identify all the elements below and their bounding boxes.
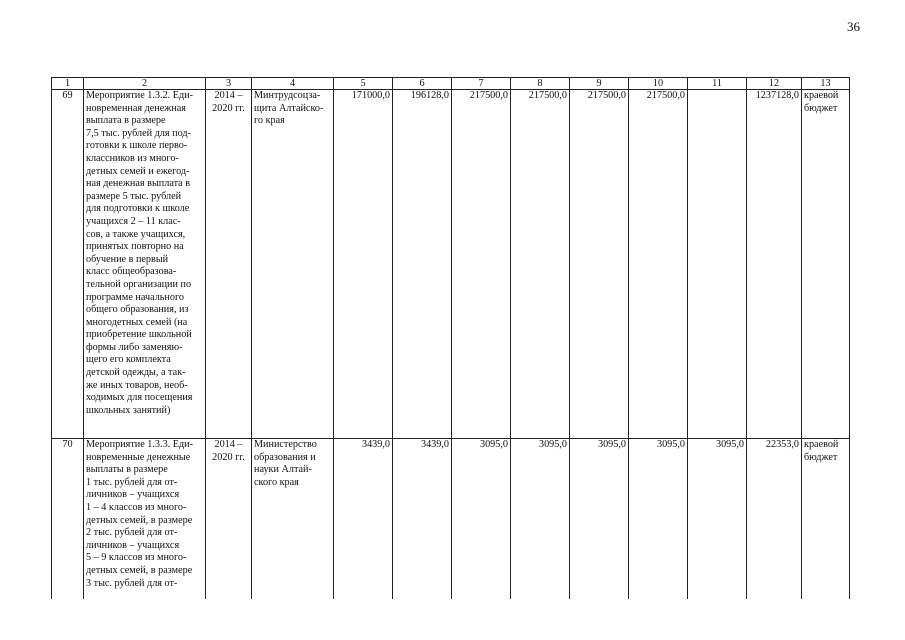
period-line: 2014 – [214,90,243,101]
budget-table [51,77,850,599]
description-line: обучение в первый [86,253,169,265]
column-header: 7 [452,78,511,90]
period-line: 2020 гг. [212,451,245,463]
column-header: 8 [511,78,570,90]
column-number-row [52,78,850,90]
funding-value: 3095,0 [511,439,570,600]
page-number: 36 [847,19,860,34]
measure-description [84,90,206,439]
funding-total: 1237128,0 [747,90,802,439]
executor-line: щита Алтайско- [254,102,324,114]
description-line: готовки к школе перво- [86,140,188,152]
funding-value: 217500,0 [511,90,570,439]
table-row [52,90,850,439]
implementation-period [206,439,252,600]
description-line: детных семей, в размере [86,514,193,526]
column-header: 13 [802,78,850,90]
description-line: новременная денежная [86,102,186,114]
description-line: многодетных семей (на [86,316,188,328]
column-header: 11 [688,78,747,90]
description-line: личников – учащихся [86,539,180,551]
period-line: 2014 – [214,439,243,450]
description-line: щего его комплекта [86,354,171,366]
executor-line: го края [254,115,285,127]
measure-description [84,439,206,600]
description-line: приобретение школьной [86,329,192,341]
description-line: размере 5 тыс. рублей [86,190,182,202]
description-line: школьных занятий) [86,404,171,416]
executor-line: науки Алтай- [254,464,312,476]
description-line: ная денежная выплата в [86,178,191,190]
table-row [52,439,850,600]
description-line: 1 – 4 классов из много- [86,501,187,513]
funding-value: 217500,0 [570,90,629,439]
column-header: 9 [570,78,629,90]
source-line: краевой [804,90,839,101]
description-line: детской одежды, а так- [86,367,186,379]
funding-value: 3439,0 [393,439,452,600]
funding-source [802,439,850,600]
executor-line: ского края [254,476,299,488]
description-line: класс общеобразова- [86,266,177,278]
funding-value: 3439,0 [334,439,393,600]
description-line: 5 – 9 классов из много- [86,552,187,564]
description-line: общего образования, из [86,304,189,316]
funding-total: 22353,0 [747,439,802,600]
description-line: тельной организации по [86,278,192,290]
funding-value: 217500,0 [629,90,688,439]
column-header: 5 [334,78,393,90]
column-header: 6 [393,78,452,90]
period-line: 2020 гг. [212,102,245,114]
description-line: личников – учащихся [86,489,180,501]
description-line: Мероприятие 1.3.2. Еди- [86,90,194,101]
source-line: краевой [804,439,839,450]
column-header: 4 [252,78,334,90]
source-line: бюджет [804,102,838,114]
description-line: новременные денежные [86,451,191,463]
column-header: 12 [747,78,802,90]
description-line: программе начального [86,291,184,303]
executor-line: Министерство [254,439,317,450]
funding-value: 3095,0 [688,439,747,600]
responsible-executor [252,90,334,439]
column-header: 2 [84,78,206,90]
row-number: 70 [52,439,84,600]
source-line: бюджет [804,451,838,463]
description-line: 1 тыс. рублей для от- [86,476,178,488]
description-line: принятых повторно на [86,241,184,253]
funding-value: 3095,0 [629,439,688,600]
description-line: учащихся 2 – 11 клас- [86,215,181,227]
description-line: выплаты в размере [86,464,168,476]
description-line: 2 тыс. рублей для от- [86,527,178,539]
description-line: выплата в размере [86,115,166,127]
executor-line: образования и [254,451,316,463]
description-line: классников из много- [86,152,179,164]
funding-source [802,90,850,439]
description-line: 3 тыс. рублей для от- [86,577,178,589]
responsible-executor [252,439,334,600]
description-line: ходимых для посещения [86,392,193,404]
description-line: формы либо заменяю- [86,341,183,353]
funding-value: 217500,0 [452,90,511,439]
funding-value: 196128,0 [393,90,452,439]
column-header: 3 [206,78,252,90]
funding-value [688,90,747,439]
description-line: детных семей и ежегод- [86,165,190,177]
row-number: 69 [52,90,84,439]
description-line: Мероприятие 1.3.3. Еди- [86,439,194,450]
implementation-period [206,90,252,439]
description-line: детных семей, в размере [86,564,193,576]
description-line: для подготовки к школе [86,203,190,215]
funding-value: 3095,0 [570,439,629,600]
column-header: 1 [52,78,84,90]
funding-value: 3095,0 [452,439,511,600]
funding-value: 171000,0 [334,90,393,439]
column-header: 10 [629,78,688,90]
description-line: же иных товаров, необ- [86,379,188,391]
description-line: 7,5 тыс. рублей для под- [86,127,191,139]
description-line: сов, а также учащихся, [86,228,186,240]
executor-line: Минтрудсоцза- [254,90,321,101]
